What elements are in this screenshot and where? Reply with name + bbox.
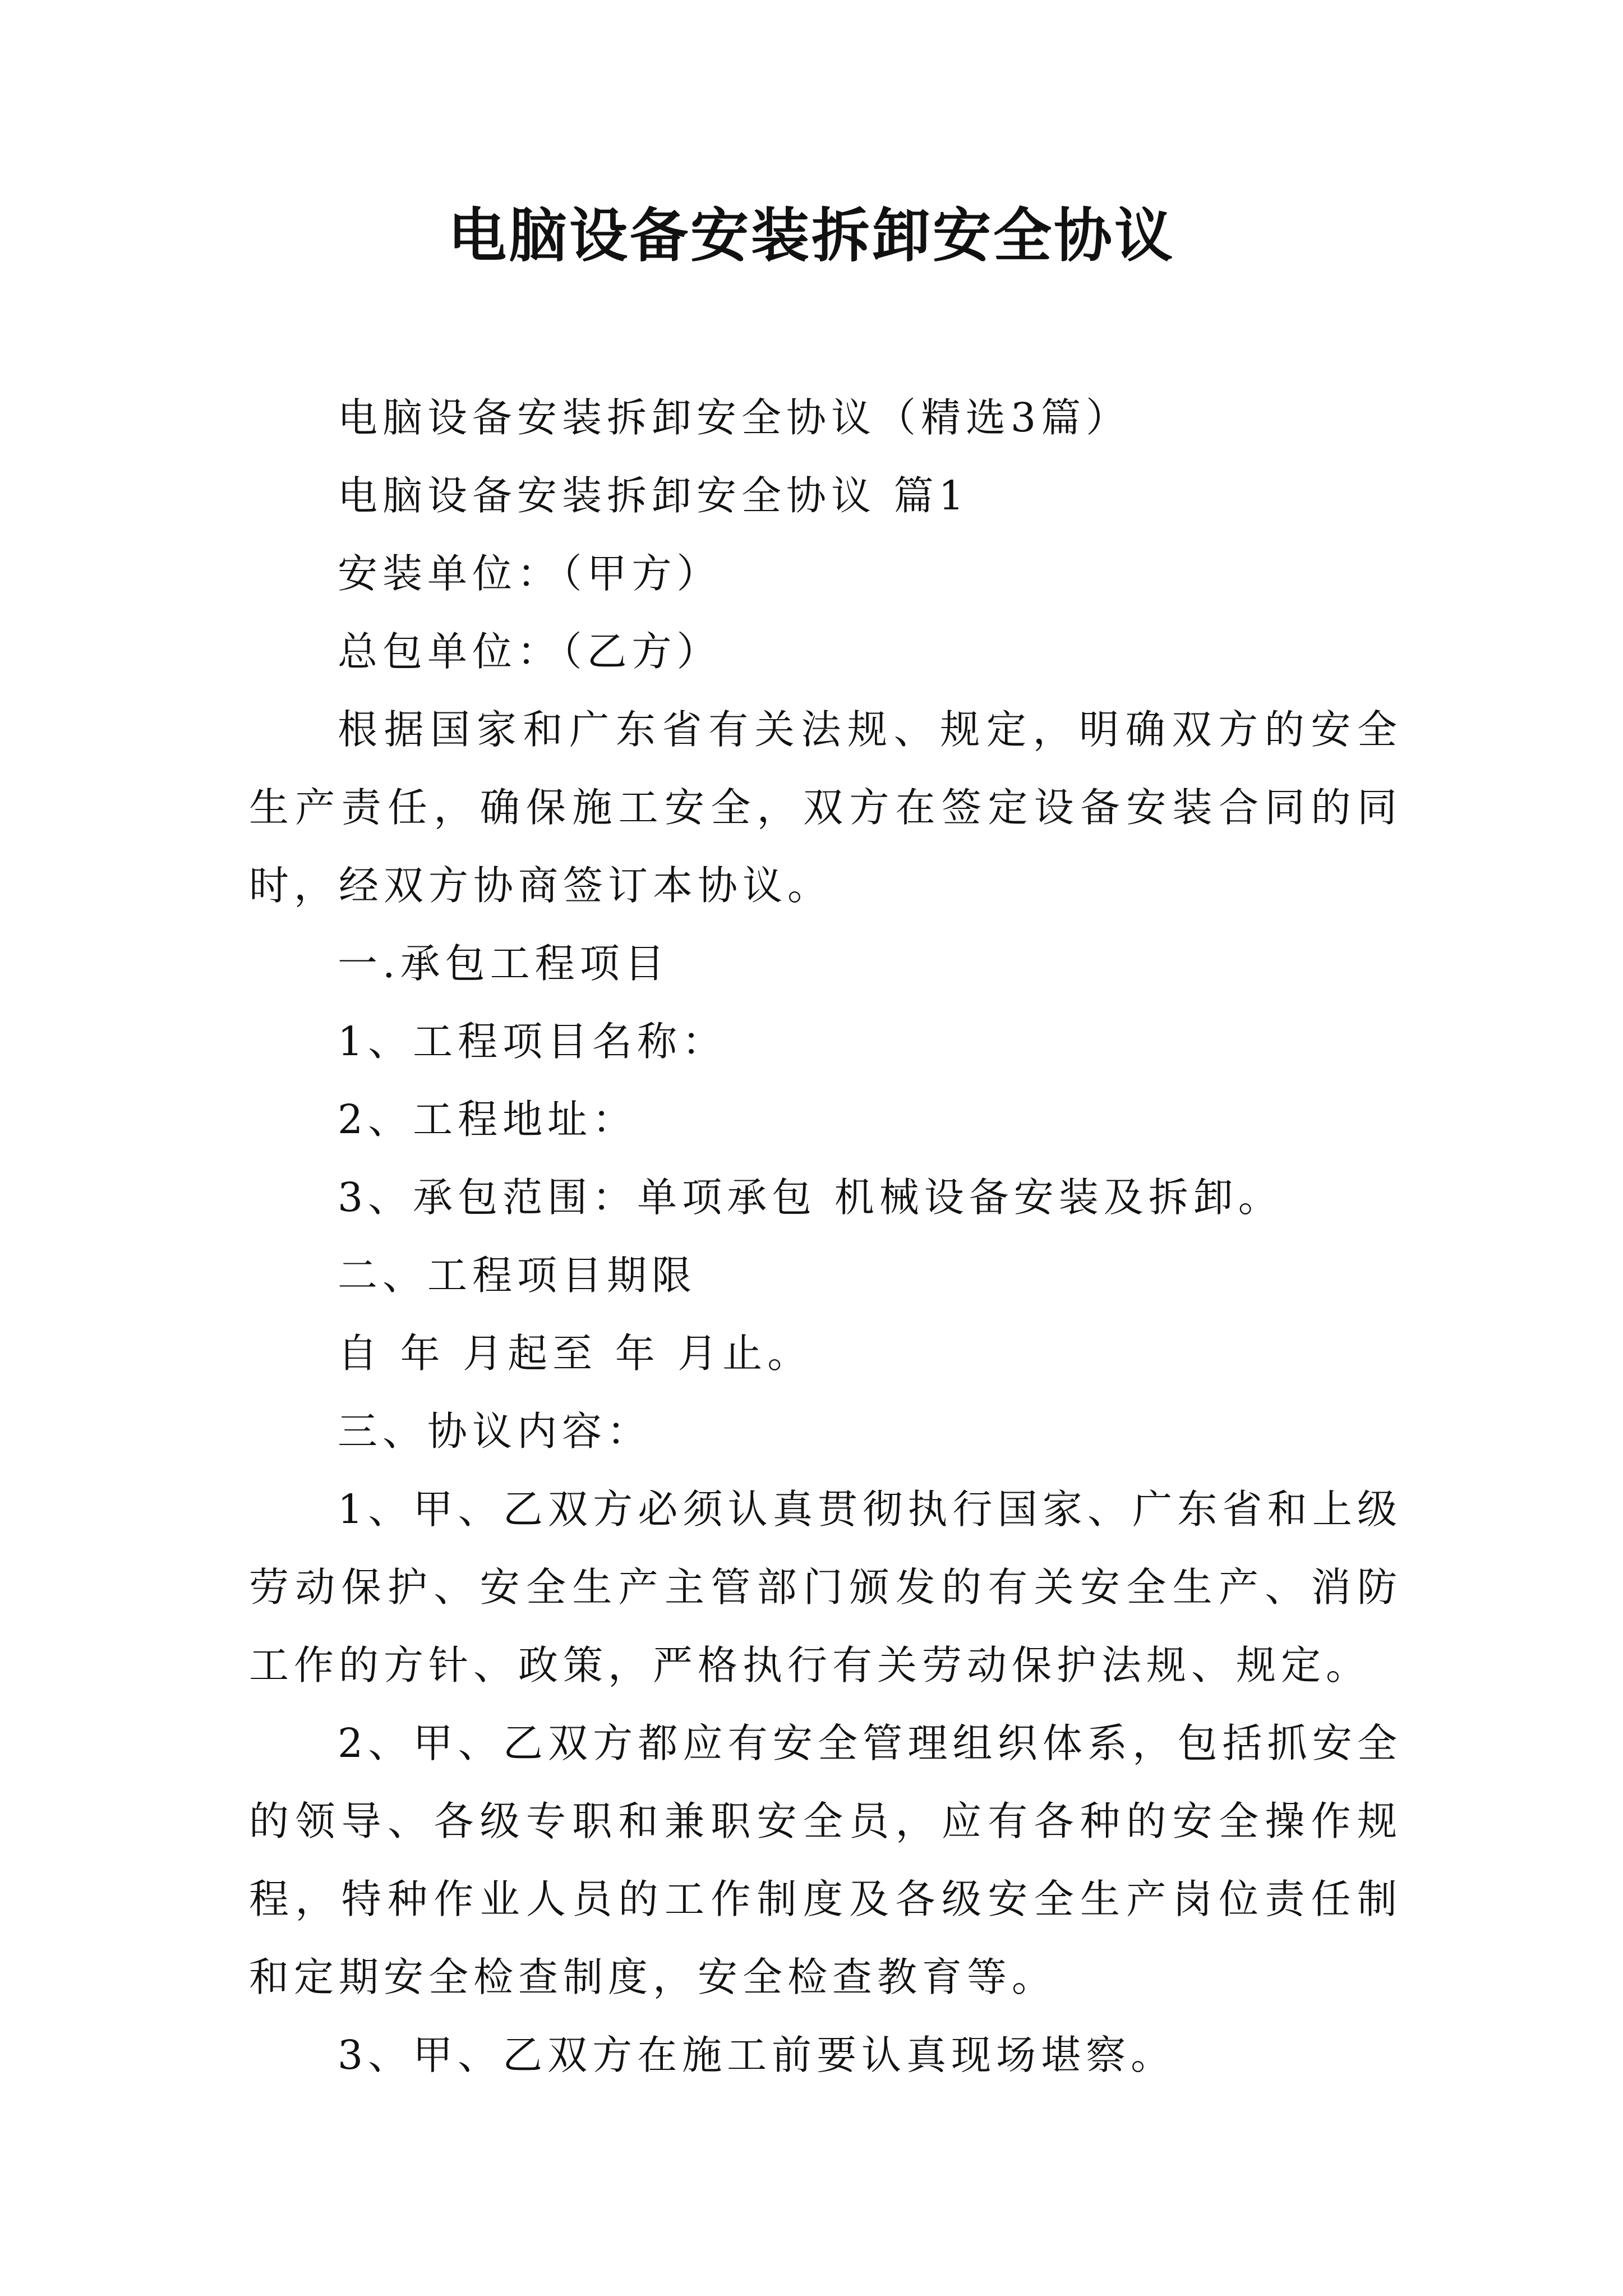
paragraph-clause-2: 2、甲、乙双方都应有安全管理组织体系，包括抓安全的领导、各级专职和兼职安全员，应有各种的安全操作规程，特种作业人员的工作制度及各级安全生产岗位责任制和定期安全检查制度，安全检查教育等。 xyxy=(249,1720,1402,2000)
document-body xyxy=(249,379,1402,2094)
document-title: 电脑设备安装拆卸安全协议 xyxy=(448,201,1175,270)
paragraph-project-name: 1、工程项目名称： xyxy=(338,1018,727,1065)
paragraph-period: 自 年 月起至 年 月止。 xyxy=(338,1330,813,1377)
paragraph-preamble: 根据国家和广东省有关法规、规定，明确双方的安全生产责任，确保施工安全，双方在签定设备安装合同的同时，经双方协商签订本协议。 xyxy=(249,706,1402,909)
paragraph-party-a: 安装单位：（甲方） xyxy=(338,550,722,597)
paragraph-party-b: 总包单位：（乙方） xyxy=(338,628,722,675)
paragraph-section-heading: 电脑设备安装拆卸安全协议 篇1 xyxy=(338,472,969,519)
paragraph-subtitle: 电脑设备安装拆卸安全协议（精选3篇） xyxy=(338,394,1131,441)
paragraph-contract-scope: 3、承包范围：单项承包 机械设备安装及拆卸。 xyxy=(338,1174,1283,1221)
paragraph-clause-3: 3、甲、乙双方在施工前要认真现场堪察。 xyxy=(338,2032,1176,2078)
paragraph-heading-project: 一.承包工程项目 xyxy=(338,940,670,987)
paragraph-clause-1: 1、甲、乙双方必须认真贯彻执行国家、广东省和上级劳动保护、安全生产主管部门颁发的有关安全生产、消防工作的方针、政策，严格执行有关劳动保护法规、规定。 xyxy=(249,1486,1402,1688)
paragraph-heading-content: 三、协议内容： xyxy=(338,1408,652,1455)
paragraph-heading-period: 二、工程项目期限 xyxy=(338,1252,697,1299)
paragraph-project-address: 2、工程地址： xyxy=(338,1096,638,1143)
